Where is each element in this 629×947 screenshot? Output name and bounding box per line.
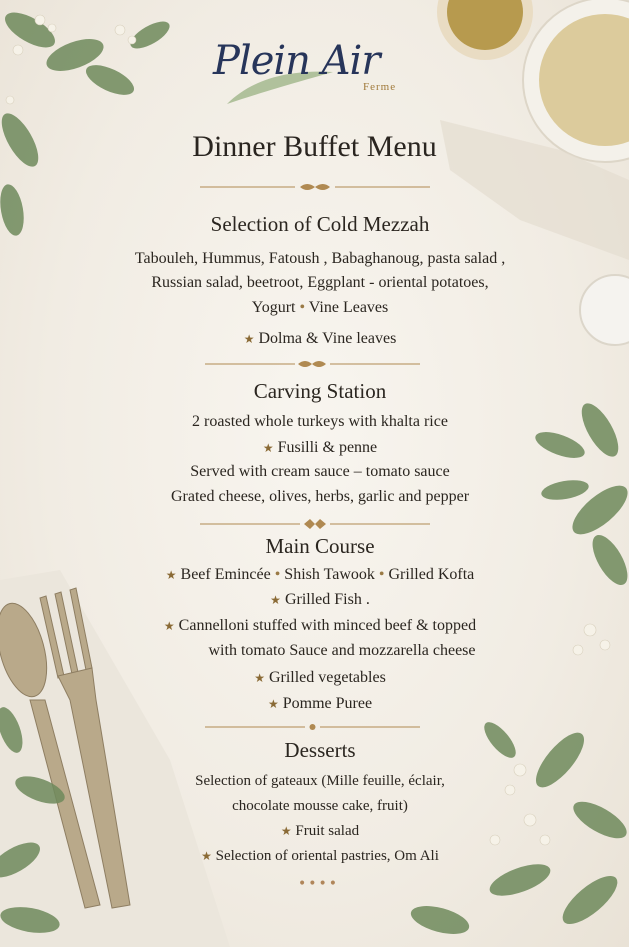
ornament-divider-icon (200, 518, 430, 530)
ornament-divider-icon (200, 181, 430, 193)
section-heading-desserts: Desserts (284, 738, 356, 762)
menu-item: Dolma & Vine leaves (258, 330, 397, 347)
bullet-dot-icon: • (378, 566, 385, 583)
menu-item-line (40, 590, 600, 610)
menu-item-line (40, 565, 600, 585)
star-bullet-icon: ★ (165, 568, 177, 582)
menu-item-line: Grated cheese, olives, herbs, garlic and pepper (170, 488, 470, 505)
section-heading-carving-station: Carving Station (253, 379, 387, 403)
menu-item: Fusilli & penne (277, 439, 378, 456)
menu-item-line (40, 329, 600, 349)
star-bullet-icon: ★ (267, 697, 279, 711)
menu-item-line: Russian salad, beetroot, Eggplant - oriental potatoes, (151, 274, 489, 291)
menu-item-line: 2 roasted whole turkeys with khalta rice (192, 413, 448, 430)
menu-item: Vine Leaves (308, 299, 389, 316)
brand-logo (205, 36, 435, 106)
section-heading-cold-mezzah: Selection of Cold Mezzah (210, 212, 430, 236)
menu-item: Grilled Kofta (388, 566, 475, 583)
end-ornament-icon: •••• (298, 876, 340, 892)
page-title: Dinner Buffet Menu (192, 130, 437, 163)
menu-item-line (40, 668, 600, 688)
menu-item-line (40, 846, 600, 866)
menu-item: Cannelloni stuffed with minced beef & topped (178, 617, 477, 634)
ornament-divider-icon (205, 721, 420, 733)
menu-item: Shish Tawook (284, 566, 375, 583)
spice-bowl (437, 0, 533, 60)
bullet-dot-icon: • (299, 299, 306, 316)
leaf-branch-top-left (0, 6, 174, 238)
menu-item-line: with tomato Sauce and mozzarella cheese (208, 642, 476, 659)
brand-name: Plein Air (213, 38, 380, 84)
ornament-divider-icon (205, 358, 420, 370)
menu-item: Yogurt (251, 299, 296, 316)
menu-item: Grilled vegetables (268, 669, 386, 686)
menu-item-line: Tabouleh, Hummus, Fatoush , Babaghanoug, pasta salad , (134, 250, 506, 267)
bullet-dot-icon: • (274, 566, 281, 583)
star-bullet-icon: ★ (254, 671, 265, 685)
menu-item: Grilled Fish . (284, 591, 370, 608)
menu-item: Beef Emincée (180, 566, 271, 583)
brand-subtitle: Ferme (363, 81, 397, 93)
menu-item: Selection of oriental pastries, Om Ali (215, 848, 439, 864)
section-heading-main-course: Main Course (265, 534, 375, 558)
star-bullet-icon: ★ (163, 619, 175, 633)
star-bullet-icon: ★ (280, 824, 292, 838)
menu-item-line: Selection of gateaux (Mille feuille, éclair, (195, 773, 445, 789)
menu-item-line (40, 821, 600, 841)
star-bullet-icon: ★ (270, 593, 281, 607)
menu-item-line (40, 438, 600, 458)
star-bullet-icon: ★ (201, 849, 212, 863)
menu-item-line (40, 694, 600, 714)
star-bullet-icon: ★ (262, 441, 274, 455)
menu-item: Fruit salad (295, 823, 360, 839)
menu-item-line: chocolate mousse cake, fruit) (232, 798, 408, 814)
menu-item: Pomme Puree (282, 695, 373, 712)
menu-item-line: Served with cream sauce – tomato sauce (190, 463, 450, 480)
menu-item-line (40, 616, 600, 636)
menu-item-line (40, 298, 600, 318)
star-bullet-icon: ★ (243, 332, 255, 346)
